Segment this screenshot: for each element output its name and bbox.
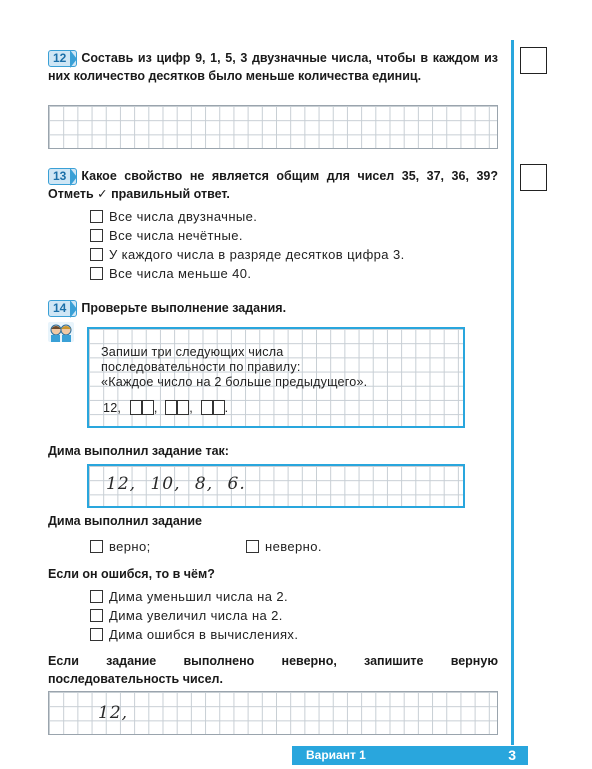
checkbox[interactable]: [90, 590, 103, 603]
question-text: Составь из цифр 9, 1, 5, 3 двузначные числа, чтобы в каждом из них количество десятков было меньше количества единиц.: [48, 51, 498, 83]
checkbox[interactable]: [246, 540, 259, 553]
options-13: [90, 207, 490, 283]
answer-grid-12[interactable]: [48, 105, 498, 149]
mistake-label: Если он ошибся, то в чём?: [48, 567, 215, 581]
checkbox[interactable]: [90, 267, 103, 280]
mistake-options: [90, 587, 490, 644]
question-number-badge: 14: [48, 300, 77, 317]
question-text: Какое свойство не является общим для чисел 35, 37, 36, 39? Отметь ✓ правильный ответ.: [48, 169, 498, 201]
digit-box: [177, 400, 189, 415]
question-12: [48, 49, 498, 85]
question-number-badge: 12: [48, 50, 77, 67]
correct-sequence-label: Если задание выполнено неверно, запишите верную последовательность чисел.: [48, 654, 498, 686]
verdict-wrong-option[interactable]: неверно.: [246, 537, 322, 556]
checkbox[interactable]: [90, 609, 103, 622]
question-13: [48, 167, 498, 203]
digit-box: [142, 400, 154, 415]
digit-box: [130, 400, 142, 415]
task-sequence: 12, , , .: [103, 401, 229, 415]
dima-did-label: Дима выполнил задание так:: [48, 444, 229, 458]
checkbox[interactable]: [90, 540, 103, 553]
checkbox[interactable]: [90, 210, 103, 223]
dima-handwritten-answer: 12, 10, 8, 6.: [106, 474, 246, 494]
score-box-13[interactable]: [520, 164, 547, 191]
option[interactable]: Дима уменьшил числа на 2.: [90, 587, 490, 606]
digit-box: [201, 400, 213, 415]
option[interactable]: Все числа двузначные.: [90, 207, 490, 226]
checkbox[interactable]: [90, 229, 103, 242]
option[interactable]: Все числа меньше 40.: [90, 264, 490, 283]
footer-bar: [292, 746, 528, 765]
option[interactable]: У каждого числа в разряде десятков цифра 3.: [90, 245, 490, 264]
margin-line: [511, 40, 514, 745]
option[interactable]: Дима увеличил числа на 2.: [90, 606, 490, 625]
digit-box: [213, 400, 225, 415]
page-number: 3: [508, 747, 516, 763]
dima-verdict-label: Дима выполнил задание: [48, 514, 202, 528]
variant-label: Вариант 1: [306, 748, 366, 762]
option[interactable]: Все числа нечётные.: [90, 226, 490, 245]
option[interactable]: Дима ошибся в вычислениях.: [90, 625, 490, 644]
question-number-badge: 13: [48, 168, 77, 185]
score-box-12[interactable]: [520, 47, 547, 74]
verdict-correct-option[interactable]: верно;: [90, 537, 151, 556]
checkbox[interactable]: [90, 628, 103, 641]
pair-work-icon: [48, 322, 74, 342]
task-statement: Запиши три следующих числа последовательности по правилу: «Каждое число на 2 больше предыдущего».: [101, 345, 368, 389]
handwritten-start: 12,: [98, 703, 129, 723]
digit-box: [165, 400, 177, 415]
checkbox[interactable]: [90, 248, 103, 261]
question-title: Проверьте выполнение задания.: [81, 301, 287, 315]
question-14: [48, 299, 498, 317]
